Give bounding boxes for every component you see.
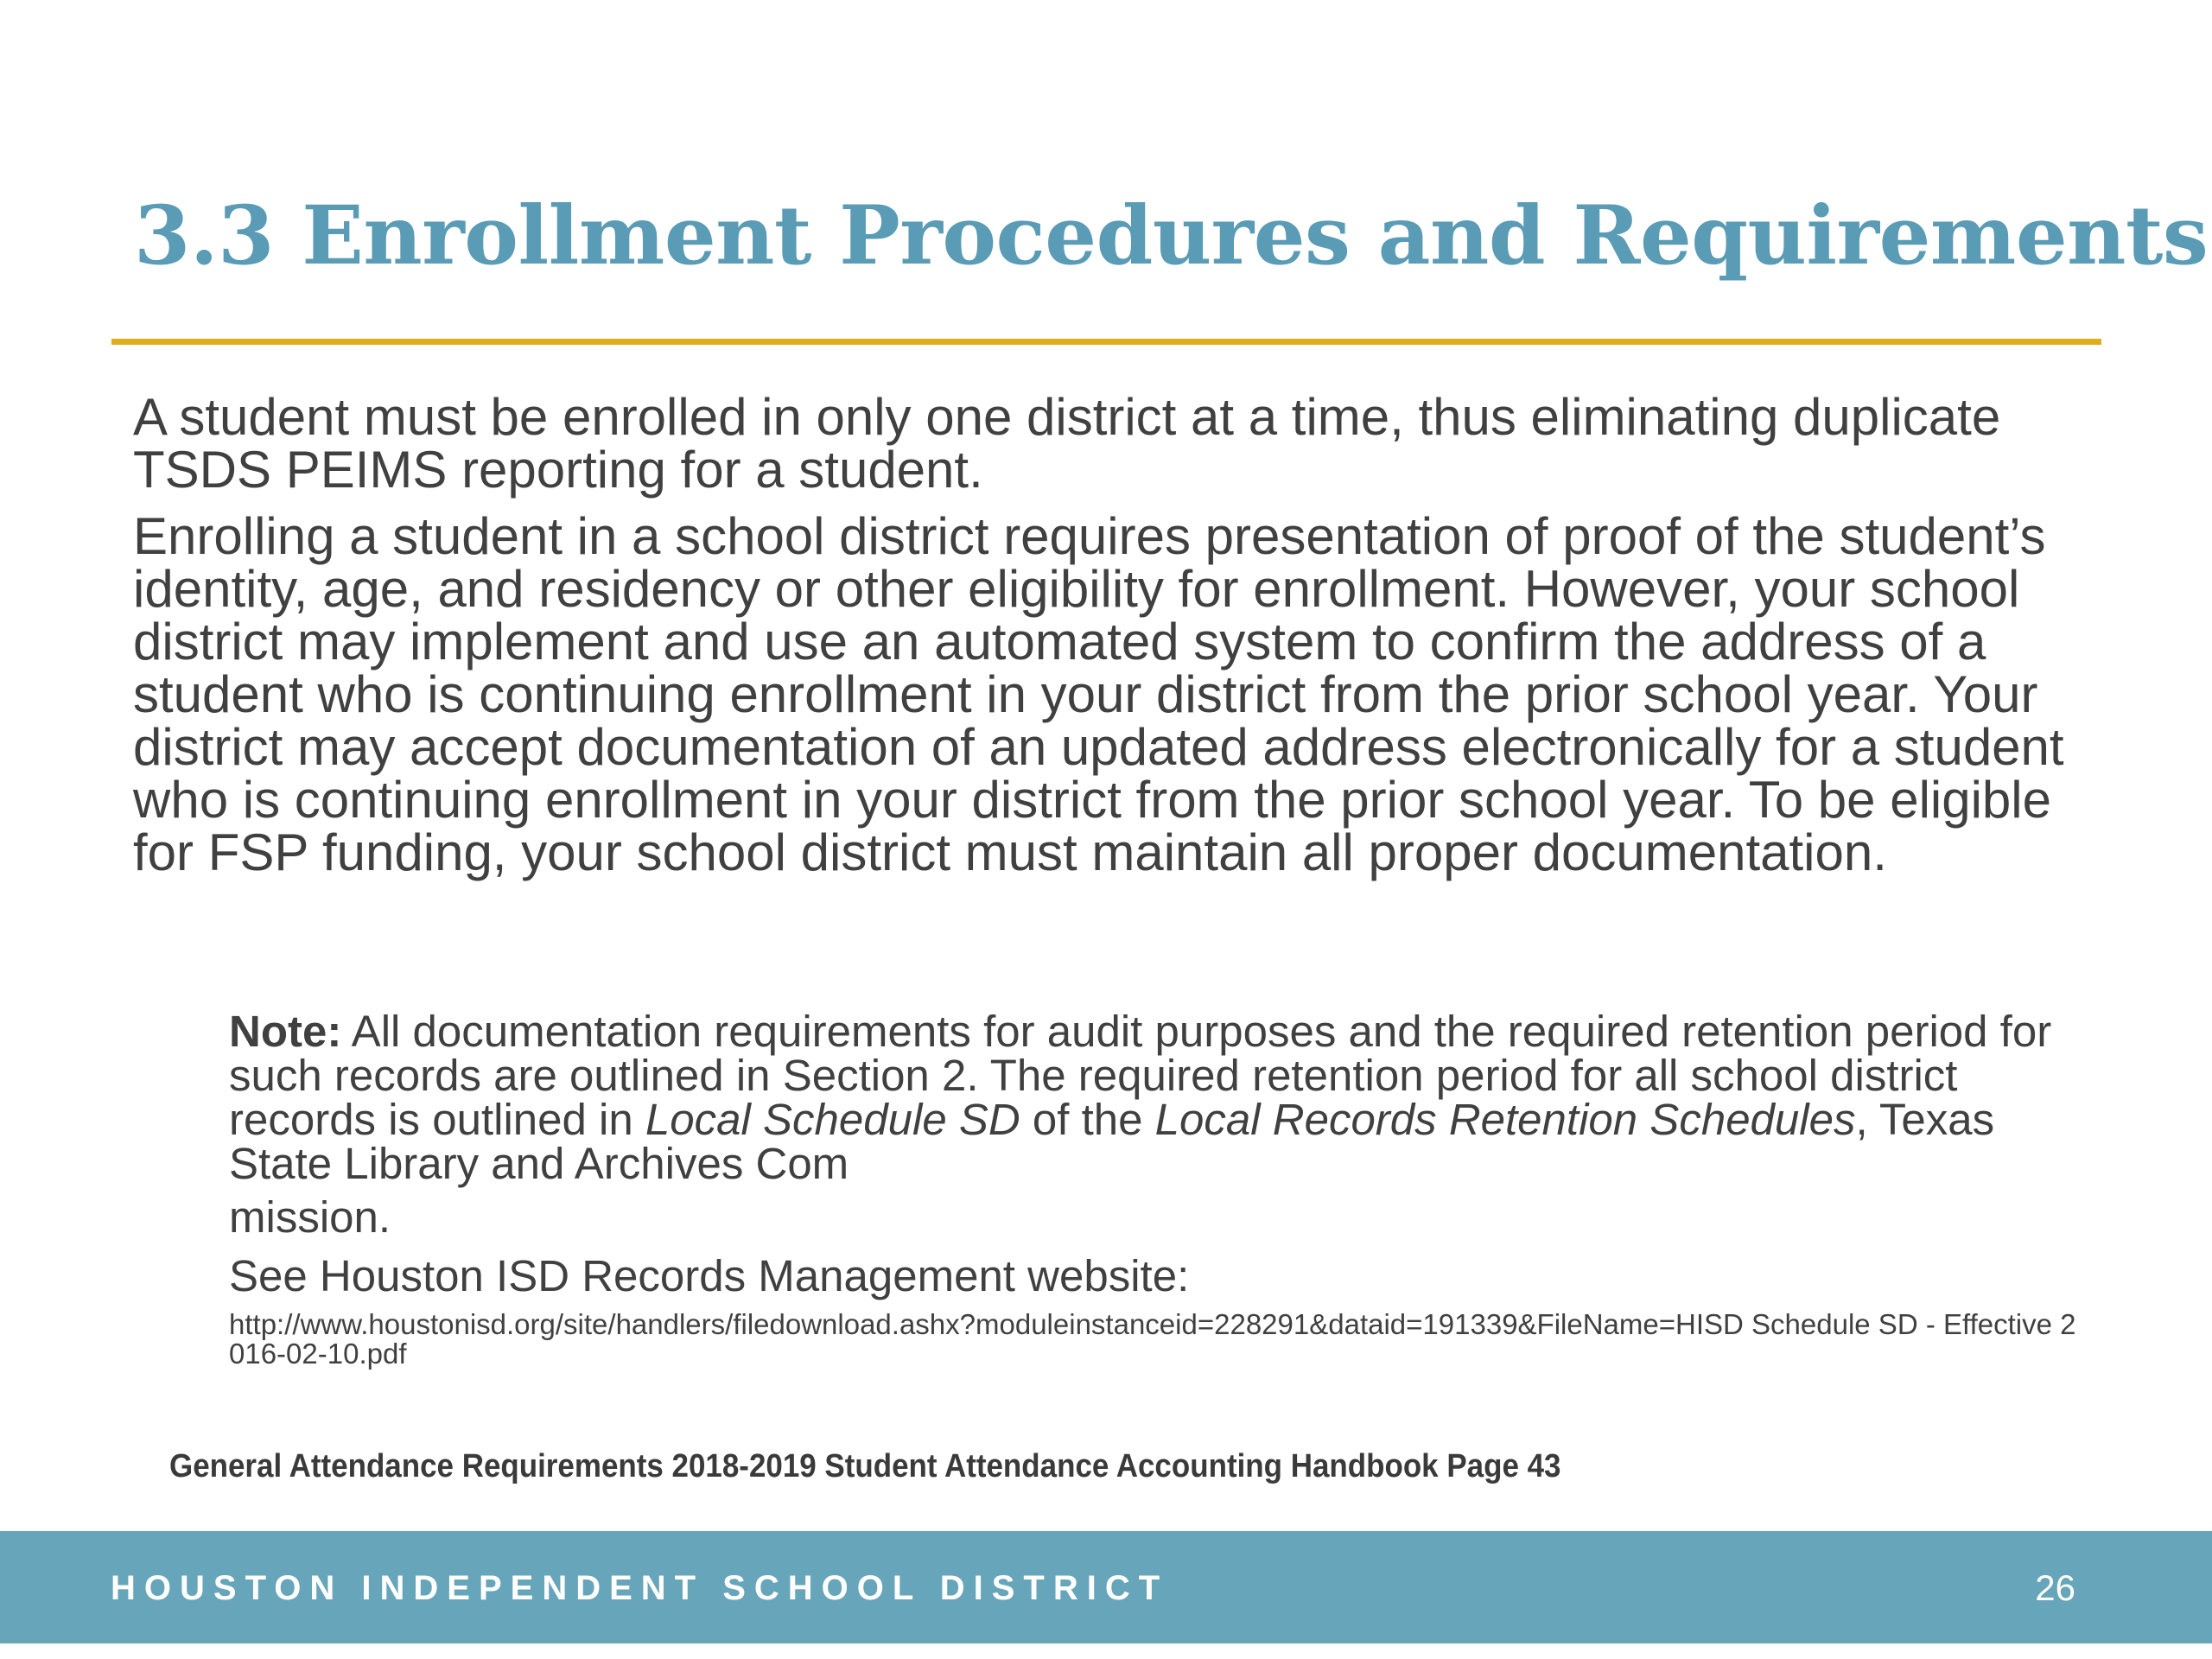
note-italic-retention-schedules: Local Records Retention Schedules [1154,1095,1856,1144]
title-divider [111,339,2101,345]
note-block [229,1009,2087,1369]
note-label: Note: [229,1007,342,1056]
slide-body [133,388,2103,893]
page-number: 26 [2035,1567,2075,1608]
footer-organization: HOUSTON INDEPENDENT SCHOOL DISTRICT [111,1569,1169,1607]
note-text-part-2: of the [1020,1095,1155,1144]
note-continuation: mission. [229,1192,391,1242]
note-text-part-1: All documentation requirements for audit purposes and the required retention period for such records are outlined in Section 2. The required retention period for all school district records is outlined in [229,1007,2052,1144]
source-citation: General Attendance Requirements 2018-2019 Student Attendance Accounting Handbook Page 43 [169,1448,1561,1484]
paragraph-single-district: A student must be enrolled in only one district at a time, thus eliminating duplicate TSDS PEIMS reporting for a student. [133,388,2001,499]
paragraph-enrollment-proof: Enrolling a student in a school district requires presentation of proof of the student’s identity, age, and residency or other eligibility for enrollment. However, your school district may implement and use an automated system to confirm the address of a student who is continuing enrollment in your district from the prior school year. Your district may accept documentation of an updated address electronically for a student who is continuing enrollment in your district from the prior school year. To be eligible for FSP funding, your school district must maintain all proper documentation. [133,507,2064,881]
note-italic-local-schedule: Local Schedule SD [645,1095,1020,1144]
see-website-label: See Houston ISD Records Management website: [229,1251,1190,1300]
note-text-part-3: , Texas State Library and Archives Com [229,1095,1995,1188]
note-text [229,1007,2087,1188]
footer-bar [0,1531,2212,1643]
slide-title: 3.3 Enrollment Procedures and Requirements [134,188,2209,283]
records-management-link[interactable]: http://www.houstonisd.org/site/handlers/filedownload.ashx?moduleinstanceid=228291&dataid=191339&FileName=HISD Schedule SD - Effective 2016-02-10.pdf [229,1308,2076,1370]
